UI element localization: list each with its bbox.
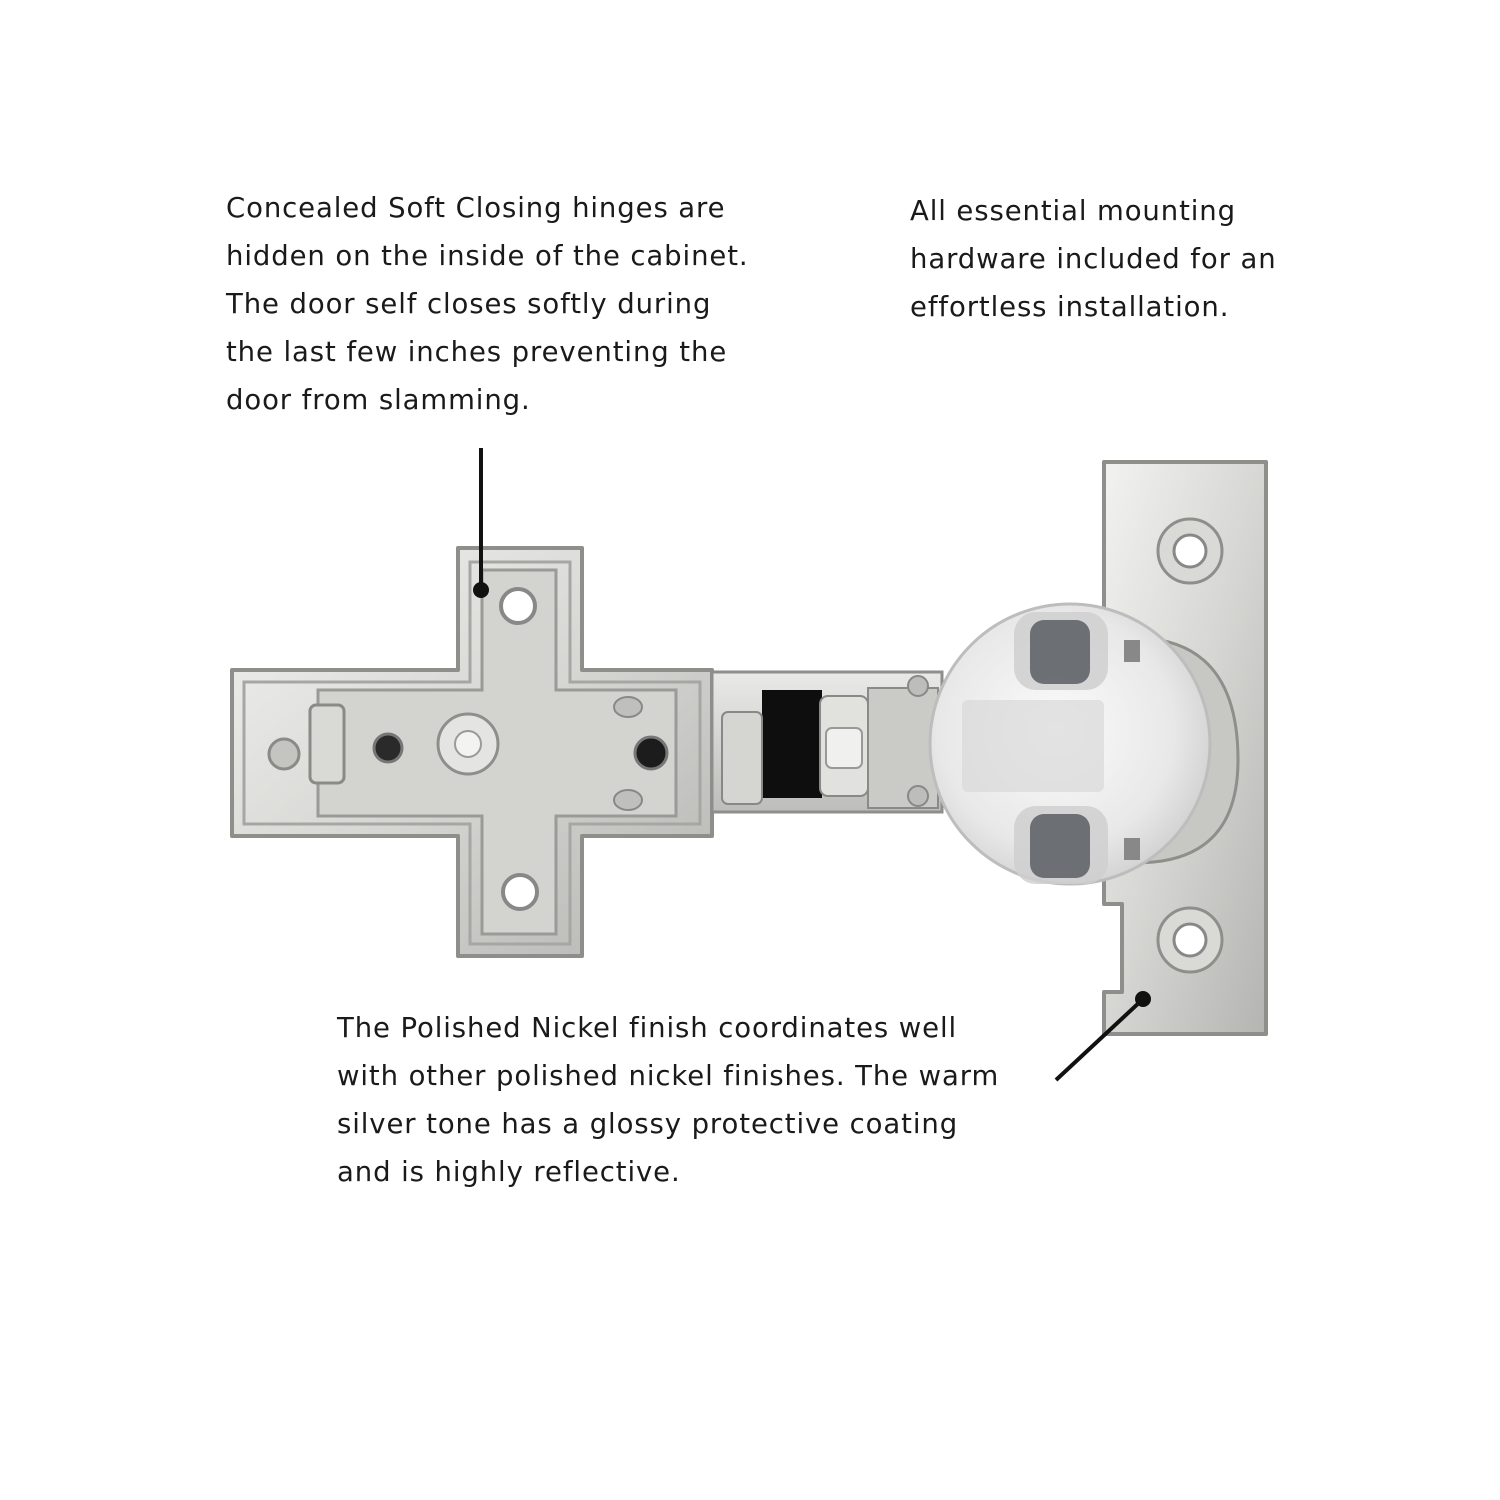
callout-line: hidden on the inside of the cabinet. bbox=[226, 240, 749, 272]
callout-line: Concealed Soft Closing hinges are bbox=[226, 192, 726, 224]
hinge-arm bbox=[712, 672, 942, 812]
mounting-plate bbox=[232, 548, 712, 956]
callout-line: with other polished nickel finishes. The warm bbox=[337, 1060, 1000, 1092]
damper-cup bbox=[930, 604, 1210, 884]
callout-line: the last few inches preventing the bbox=[226, 336, 728, 368]
callout-line: All essential mounting bbox=[910, 195, 1236, 227]
callout-line: and is highly reflective. bbox=[337, 1156, 681, 1188]
callout-polished-nickel-finish bbox=[337, 1004, 999, 1196]
callout-line: effortless installation. bbox=[910, 291, 1230, 323]
callout-concealed-hinges bbox=[226, 184, 749, 424]
callout-line: door from slamming. bbox=[226, 384, 531, 416]
callout-mounting-hardware bbox=[910, 187, 1277, 331]
callout-line: hardware included for an bbox=[910, 243, 1277, 275]
callout-line: silver tone has a glossy protective coating bbox=[337, 1108, 959, 1140]
callout-line: The Polished Nickel finish coordinates well bbox=[337, 1012, 958, 1044]
callout-line: The door self closes softly during bbox=[226, 288, 712, 320]
